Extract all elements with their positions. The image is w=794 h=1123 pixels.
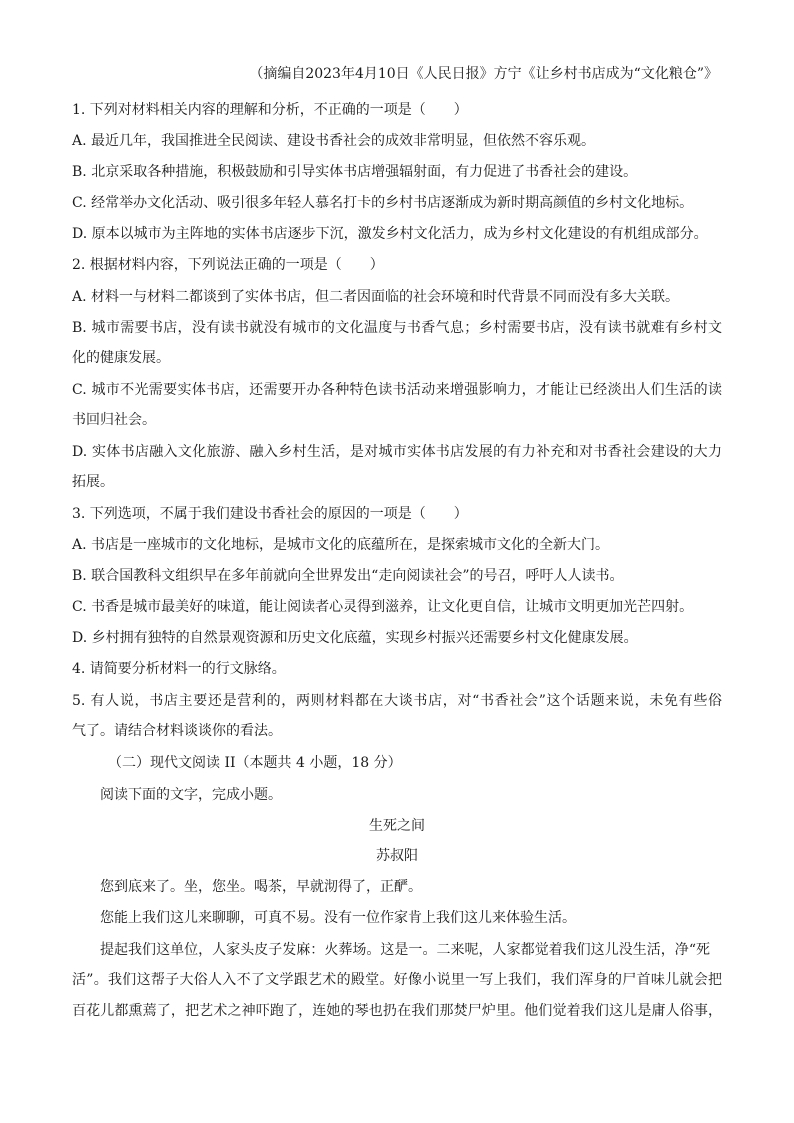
source-citation: （摘编自2023年4月10日《人民日报》方宁《让乡村书店成为“文化粮仓”》 <box>249 66 718 82</box>
question-2-option-b: B. 城市需要书店，没有读书就没有城市的文化温度与书香气息；乡村需要书店，没有读书就难有乡村文 <box>72 320 722 336</box>
article-paragraph-3: 提起我们这单位，人家头皮子发麻：火葬场。这是一。二来呢，人家都觉着我们这儿没生活，净“死 <box>100 942 710 958</box>
article-author: 苏叔阳 <box>376 848 418 864</box>
question-5-stem: 5. 有人说，书店主要还是营利的，两则材料都在大谈书店，对“书香社会”这个话题来说，未免有些俗 <box>72 693 722 709</box>
article-paragraph-3-line-2: 活”。我们这帮子大俗人入不了文学跟艺术的殿堂。好像小说里一写上我们，我们浑身的尸首味儿就会把 <box>72 972 722 988</box>
question-1-stem: 1. 下列对材料相关内容的理解和分析，不正确的一项是（ ） <box>72 102 468 118</box>
section-heading: （二）现代文阅读 II（本题共 4 小题，18 分） <box>108 755 402 771</box>
question-2-option-c: C. 城市不光需要实体书店，还需要开办各种特色读书活动来增强影响力，才能让已经淡出人们生活的读 <box>72 382 722 398</box>
question-3-option-b: B. 联合国教科文组织早在多年前就向全世界发出“走向阅读社会”的号召，呼吁人人读书。 <box>72 568 624 584</box>
question-3-option-c: C. 书香是城市最美好的味道，能让阅读者心灵得到滋养，让文化更自信，让城市文明更加光芒四射。 <box>72 599 694 615</box>
article-title: 生死之间 <box>369 818 425 834</box>
article-paragraph-1: 您到底来了。坐，您坐。喝茶，早就沏得了，正酽。 <box>100 879 422 895</box>
question-1-option-b: B. 北京采取各种措施，积极鼓励和引导实体书店增强辐射面，有力促进了书香社会的建设。 <box>72 164 638 180</box>
question-1-option-a: A. 最近几年，我国推进全民阅读、建设书香社会的成效非常明显，但依然不容乐观。 <box>72 133 596 149</box>
question-1-option-d: D. 原本以城市为主阵地的实体书店逐步下沉，激发乡村文化活力，成为乡村文化建设的有机组成部分。 <box>72 226 708 242</box>
question-2-stem: 2. 根据材料内容，下列说法正确的一项是（ ） <box>72 257 384 273</box>
question-2-option-c-cont: 书回归社会。 <box>72 412 156 428</box>
article-paragraph-3-line-3: 百花儿都熏蔫了，把艺术之神吓跑了，连她的琴也扔在我们那焚尸炉里。他们觉着我们这儿是庸人俗事， <box>72 1003 722 1019</box>
reading-instruction: 阅读下面的文字，完成小题。 <box>100 787 282 803</box>
question-3-option-d: D. 乡村拥有独特的自然景观资源和历史文化底蕴，实现乡村振兴还需要乡村文化健康发展。 <box>72 630 638 646</box>
question-4-stem: 4. 请简要分析材料一的行文脉络。 <box>72 661 286 677</box>
question-2-option-d-cont: 拓展。 <box>72 474 114 490</box>
question-2-option-a: A. 材料一与材料二都谈到了实体书店，但二者因面临的社会环境和时代背景不同而没有多大关联。 <box>72 289 680 305</box>
question-3-option-a: A. 书店是一座城市的文化地标，是城市文化的底蕴所在，是探索城市文化的全新大门。 <box>72 537 610 553</box>
question-1-option-c: C. 经常举办文化活动、吸引很多年轻人慕名打卡的乡村书店逐渐成为新时期高颜值的乡村文化地标。 <box>72 195 694 211</box>
question-3-stem: 3. 下列选项，不属于我们建设书香社会的原因的一项是（ ） <box>72 506 468 522</box>
article-paragraph-2: 您能上我们这儿来聊聊，可真不易。没有一位作家肯上我们这儿来体验生活。 <box>100 910 576 926</box>
question-5-stem-cont: 气了。请结合材料谈谈你的看法。 <box>72 723 282 739</box>
question-2-option-b-cont: 化的健康发展。 <box>72 350 170 366</box>
question-2-option-d: D. 实体书店融入文化旅游、融入乡村生活，是对城市实体书店发展的有力补充和对书香社会建设的大力 <box>72 444 722 460</box>
